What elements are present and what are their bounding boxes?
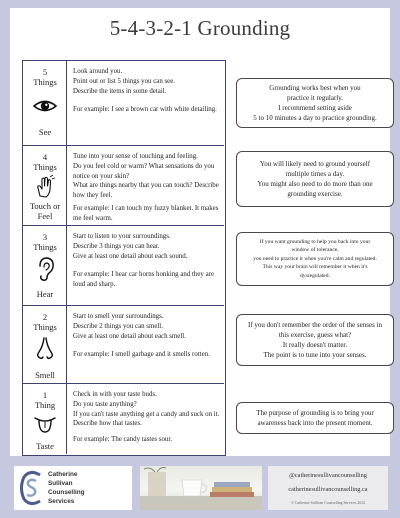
tip-line: grounding exercise. bbox=[287, 190, 343, 199]
sense-count: 3 bbox=[42, 232, 48, 242]
sense-label: See bbox=[38, 127, 52, 137]
instruction-line: Start to listen to your surroundings. bbox=[73, 233, 171, 240]
ear-icon bbox=[32, 256, 58, 282]
sense-things: Thing bbox=[34, 400, 56, 410]
sense-instructions bbox=[73, 232, 221, 290]
tip-box bbox=[236, 78, 394, 128]
tip-line: If you don't remember the order of the senses in bbox=[247, 320, 383, 329]
sense-things: Things bbox=[33, 77, 57, 87]
tip-line: I recommend setting aside bbox=[278, 104, 352, 112]
brand-name bbox=[48, 470, 132, 506]
sense-count: 4 bbox=[42, 152, 48, 162]
instruction-line: Give at least one detail about each smell. bbox=[73, 332, 186, 340]
hand-touch-icon bbox=[32, 174, 58, 200]
tongue-icon bbox=[32, 411, 58, 437]
instruction-line: Describe the items in some detail. bbox=[73, 87, 167, 95]
sense-instructions bbox=[73, 390, 221, 445]
website-link[interactable]: catherinesullivancounselling.ca bbox=[288, 486, 368, 493]
sense-label: Smell bbox=[35, 370, 55, 380]
sense-instructions bbox=[73, 152, 221, 224]
tip-box bbox=[236, 314, 394, 366]
eye-icon bbox=[32, 93, 58, 119]
sense-label: Touch or Feel bbox=[29, 201, 61, 221]
sense-row-smell bbox=[23, 306, 224, 384]
sense-row-hear bbox=[23, 226, 224, 306]
instruction-line: Give at least one detail about each sound. bbox=[73, 252, 188, 260]
example-text: For example: I see a brown car with white detailing. bbox=[73, 106, 217, 114]
logo-mark-icon bbox=[18, 469, 44, 507]
brand-line: Counselling bbox=[48, 489, 85, 496]
tip-line: dysregulated. bbox=[300, 272, 330, 279]
tip-box bbox=[236, 232, 394, 286]
sense-cell bbox=[23, 306, 67, 383]
instruction-line: Tune into your sense of touching and feeling. bbox=[73, 153, 198, 160]
sense-row-taste bbox=[23, 384, 224, 454]
tip-line: this exercise, guess what? bbox=[278, 330, 352, 339]
tip-line: awareness back into the present moment. bbox=[257, 419, 373, 427]
sense-cell bbox=[23, 146, 67, 225]
nose-icon bbox=[32, 336, 58, 362]
instruction-line: Do you feel cold or warm? What sensations do you notice on your skin? bbox=[73, 162, 215, 180]
tip-line: It really doesn't matter. bbox=[282, 341, 348, 349]
tip-line: The point is to tune into your senses. bbox=[263, 351, 367, 360]
tip-line: window of tolerance, bbox=[291, 247, 339, 254]
desk-photo-illustration bbox=[140, 466, 262, 510]
page-title: 5-4-3-2-1 Grounding bbox=[109, 16, 291, 40]
sense-instructions bbox=[73, 67, 221, 115]
example-text: For example: I smell garbage and it smells rotten. bbox=[73, 351, 210, 359]
tip-line: you need to practice it when you're calm and regulated. bbox=[253, 255, 377, 262]
tip-line: You will likely need to ground yourself bbox=[259, 159, 371, 168]
instruction-line: What are things nearby that you can touch? Describe how they feel. bbox=[73, 182, 219, 200]
contact-block bbox=[268, 466, 388, 510]
instruction-line: Point out or list 5 things you can see. bbox=[73, 77, 176, 85]
example-text: For example: The candy tastes sour. bbox=[73, 436, 172, 444]
sense-count: 2 bbox=[42, 312, 48, 322]
brand-line: Services bbox=[48, 498, 75, 505]
example-text: For example: I can touch my fuzzy blanket. It makes me feel warm. bbox=[73, 204, 219, 222]
tip-line: practice it regularly. bbox=[286, 93, 344, 102]
sense-things: Things bbox=[33, 242, 57, 252]
instruction-line: Describe 3 things you can hear. bbox=[73, 242, 160, 250]
sense-row-touch bbox=[23, 146, 224, 226]
brand-line: Catherine bbox=[48, 471, 78, 478]
sense-label: Hear bbox=[36, 289, 54, 299]
example-text: For example: I hear car horns honking and they are loud and sharp. bbox=[73, 271, 215, 289]
tip-line: The purpose of grounding is to bring your bbox=[256, 408, 374, 417]
sense-instructions bbox=[73, 312, 221, 360]
tip-box bbox=[236, 151, 394, 207]
sense-count: 1 bbox=[42, 390, 48, 400]
instruction-line: Check in with your taste buds. bbox=[73, 391, 157, 398]
tip-line: This way your brain will remember it when it's bbox=[262, 264, 368, 271]
instruction-line: Look around you. bbox=[73, 68, 123, 75]
sense-things: Things bbox=[33, 322, 57, 332]
senses-table bbox=[22, 60, 226, 456]
instruction-line: Do you taste anything? bbox=[73, 400, 137, 408]
social-handle: @catherinesullivancounselling bbox=[289, 472, 367, 479]
instruction-line: Start to smell your surroundings. bbox=[73, 313, 164, 320]
tip-box bbox=[236, 402, 394, 434]
sense-count: 5 bbox=[42, 67, 48, 77]
sense-cell bbox=[23, 226, 67, 305]
instruction-line: Describe 2 things you can smell. bbox=[73, 322, 163, 330]
brand-line: Sullivan bbox=[48, 480, 73, 487]
brand-logo bbox=[14, 466, 132, 510]
instruction-line: If you can't taste anything get a candy and suck on it. Describe how that tastes. bbox=[73, 410, 220, 428]
tip-line: Grounding works best when you bbox=[269, 83, 361, 92]
tip-line: 5 to 10 minutes a day to practice grounding. bbox=[253, 114, 377, 123]
footer bbox=[10, 464, 390, 512]
desk-photo bbox=[140, 466, 262, 510]
sense-cell bbox=[23, 384, 67, 454]
tip-line: You might also need to do more than one bbox=[257, 180, 373, 188]
tip-line: If you want grounding to help you back into your bbox=[259, 238, 371, 245]
sense-things: Things bbox=[33, 162, 57, 172]
sense-cell bbox=[23, 61, 67, 145]
copyright-text: © Catherine Sullivan Counselling Services 2024 bbox=[291, 501, 365, 505]
sense-row-see bbox=[23, 61, 224, 146]
worksheet-page bbox=[10, 8, 390, 456]
tip-line: multiple times a day. bbox=[285, 169, 345, 178]
sense-label: Taste bbox=[36, 441, 54, 451]
